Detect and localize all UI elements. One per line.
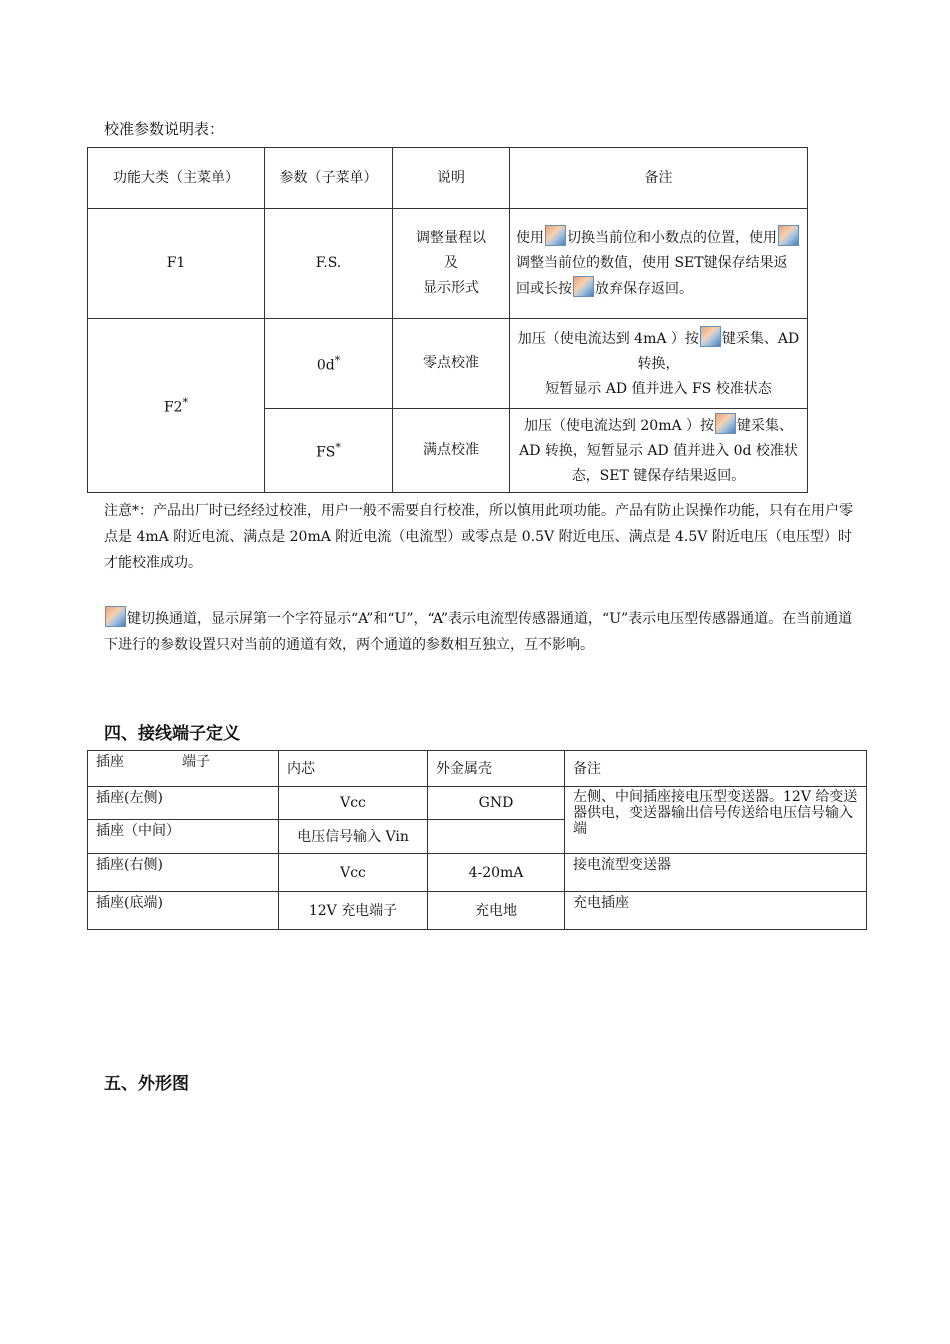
- f2-category: [88, 319, 265, 493]
- fs-note-text: 加压（使电流达到 20mA ）按: [523, 417, 715, 434]
- socket-cell: 插座（中间）: [88, 820, 279, 854]
- header-category: 功能大类（主菜单）: [88, 148, 265, 209]
- header-core: 内芯: [279, 751, 428, 787]
- table-row: [88, 892, 867, 930]
- calibration-table: [87, 147, 808, 493]
- key-icon: [715, 413, 736, 434]
- fs-desc: 满点校准: [393, 409, 510, 493]
- table-row-f1: [88, 209, 808, 319]
- 0d-note-text: 短暂显示 AD 值并进入 FS 校准状态: [545, 380, 772, 397]
- star-mark: *: [182, 396, 189, 410]
- calibration-caption: 校准参数说明表：: [104, 120, 225, 138]
- f1-note-text: 放弃保存返回。: [595, 281, 693, 297]
- core-cell: 电压信号输入 Vin: [279, 820, 428, 854]
- 0d-desc: 零点校准: [393, 319, 510, 409]
- table-row: [88, 787, 867, 820]
- header-desc: 说明: [393, 148, 510, 209]
- table-header-row: [88, 148, 808, 209]
- terminal-table: [87, 750, 867, 930]
- key-icon: [778, 225, 799, 246]
- table-header-row: [88, 751, 867, 787]
- calibration-notice: 注意*：产品出厂时已经经过校准，用户一般不需要自行校准，所以慎用此项功能。产品有防止误操作功能，只有在用户零点是 4mA 附近电流、满点是 20mA 附近电流（电流型）或零点是 0.5V 附近电压、满点是 4.5V 附近电压（电压型）时才能校准成功。: [104, 503, 853, 571]
- star-mark: *: [334, 354, 341, 368]
- header-remark: 备注: [565, 751, 867, 787]
- header-socket: 插座: [96, 754, 124, 770]
- channel-paragraph: [104, 606, 864, 658]
- key-icon: [545, 225, 566, 246]
- header-param: 参数（子菜单）: [265, 148, 393, 209]
- table-row-0d: [88, 319, 808, 409]
- f1-param: F.S.: [265, 209, 393, 319]
- merged-remark-cell: 左侧、中间插座接电压型变送器。12V 给变送器供电，变送器输出信号传送给电压信号输入端: [565, 787, 867, 854]
- channel-text: 键切换通道，显示屏第一个字符显示“A”和“U”，“A”表示电流型传感器通道，“U”表示电压型传感器通道。在当前通道下进行的参数设置只对当前的通道有效，两个通道的参数相互独立，互不影响。: [104, 611, 853, 653]
- socket-cell: 插座(右侧): [88, 854, 279, 892]
- table-row: [88, 854, 867, 892]
- 0d-param: [265, 319, 393, 409]
- shell-cell: GND: [428, 787, 565, 820]
- 0d-note-text: 加压（使电流达到 4mA ）按: [517, 330, 699, 347]
- f1-note-text: 使用: [516, 230, 544, 246]
- 0d-label: 0d: [316, 357, 335, 374]
- key-icon: [573, 276, 594, 297]
- f1-category: F1: [88, 209, 265, 319]
- section-5-title: 五、外形图: [104, 1074, 189, 1094]
- shell-cell: [428, 820, 565, 854]
- f1-desc-line: 显示形式: [423, 280, 479, 296]
- f1-desc: [393, 209, 510, 319]
- remark-cell: 充电插座: [565, 892, 867, 930]
- key-icon: [105, 606, 126, 627]
- socket-cell: 插座(左侧): [88, 787, 279, 820]
- key-icon: [700, 326, 721, 347]
- fs-note: [510, 409, 808, 493]
- f1-note-text: 调整当前位的数值，使用 SET键保存结果返回或长按: [516, 255, 788, 297]
- f1-desc-line: 调整量程以: [416, 230, 486, 246]
- fs-param: [265, 409, 393, 493]
- header-shell: 外金属壳: [428, 751, 565, 787]
- header-socket-terminal: [88, 751, 279, 787]
- fs-label: FS: [316, 444, 336, 461]
- shell-cell: 充电地: [428, 892, 565, 930]
- header-terminal: 端子: [182, 754, 210, 770]
- 0d-note: [510, 319, 808, 409]
- star-mark: *: [335, 441, 341, 455]
- core-cell: Vcc: [279, 787, 428, 820]
- remark-cell: 接电流型变送器: [565, 854, 867, 892]
- f1-note-text: 切换当前位和小数点的位置，使用: [567, 230, 777, 246]
- fs-note-text: 键采集、AD 转换，短暂显示 AD 值并进入 0d 校准状态，SET 键保存结果返回。: [519, 417, 798, 484]
- section-4-title: 四、接线端子定义: [104, 724, 240, 744]
- shell-cell: 4-20mA: [428, 854, 565, 892]
- core-cell: 12V 充电端子: [279, 892, 428, 930]
- f2-label: F2: [163, 399, 183, 416]
- f1-desc-line: 及: [444, 255, 458, 271]
- header-remark: 备注: [510, 148, 808, 209]
- 0d-note-text: 键采集、AD 转换，: [637, 330, 800, 372]
- socket-cell: 插座(底端): [88, 892, 279, 930]
- f1-note: [510, 209, 808, 319]
- core-cell: Vcc: [279, 854, 428, 892]
